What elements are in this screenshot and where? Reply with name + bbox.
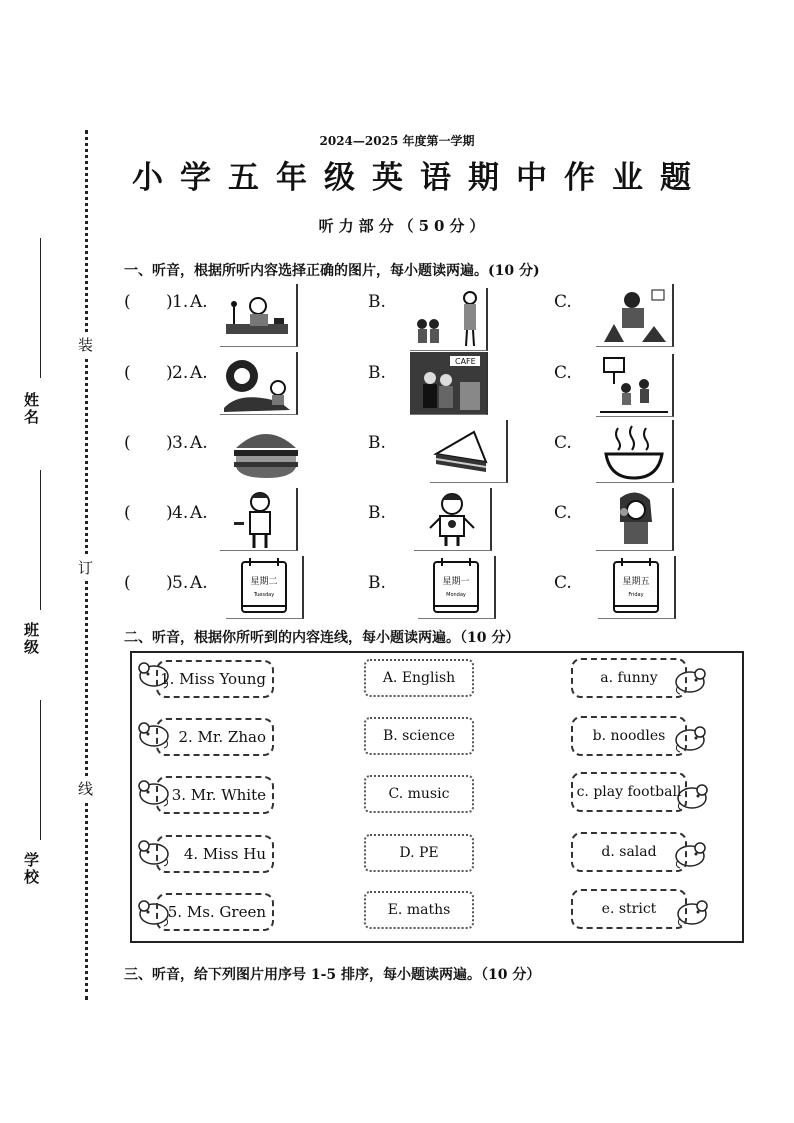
calendar-day-cn: 星期五 (622, 577, 650, 587)
option-a-label: A. (190, 503, 208, 523)
q3-c-bowl-picture[interactable] (596, 420, 674, 483)
part3-heading: 三、听音，给下列图片用序号 1-5 排序，每小题读两遍。（10 分） (124, 967, 541, 983)
q4-b-picture[interactable] (414, 488, 492, 551)
answer-paren-close: ) (166, 363, 173, 383)
match-subject-e[interactable]: E. maths (364, 891, 474, 929)
q5-c-calendar-picture[interactable] (598, 556, 676, 619)
answer-paren-open: ( (124, 503, 131, 523)
match-subject-d[interactable]: D. PE (364, 834, 474, 872)
name-write-line[interactable] (40, 238, 41, 378)
q4-c-picture[interactable] (596, 488, 674, 551)
match-subject-b[interactable]: B. science (364, 717, 474, 755)
match-desc-a[interactable]: a. funny (571, 658, 687, 698)
match-desc-b[interactable]: b. noodles (571, 716, 687, 756)
school-write-line[interactable] (40, 700, 41, 840)
calendar-day-cn: 星期二 (250, 577, 278, 587)
option-c-label: C. (554, 363, 572, 383)
option-c-label: C. (554, 573, 572, 593)
binding-char-xian: 线 (78, 776, 93, 801)
answer-blank-3[interactable] (134, 433, 164, 455)
match-desc-c[interactable]: c. play football (571, 772, 687, 812)
match-person-1[interactable]: 1. Miss Young (156, 660, 274, 698)
match-subject-a[interactable]: A. English (364, 659, 474, 697)
option-c-label: C. (554, 503, 572, 523)
q5-a-calendar-picture[interactable] (226, 556, 304, 619)
option-a-label: A. (190, 363, 208, 383)
q2-c-picture[interactable] (596, 354, 674, 417)
binding-char-ding: 订 (78, 555, 93, 580)
q2-a-picture[interactable] (220, 352, 298, 415)
option-b-label: B. (368, 503, 386, 523)
q2-b-picture[interactable] (410, 352, 488, 415)
question-number: 4. (172, 503, 189, 523)
calendar-day-en: Tuesday (253, 592, 275, 598)
page-title: 小学五年级英语期中作业题 (132, 160, 708, 196)
question-number: 5. (172, 573, 189, 593)
option-a-label: A. (190, 573, 208, 593)
calendar-day-en: Friday (628, 592, 644, 598)
option-b-label: B. (368, 573, 386, 593)
match-desc-d[interactable]: d. salad (571, 832, 687, 872)
answer-paren-open: ( (124, 363, 131, 383)
answer-paren-close: ) (166, 292, 173, 312)
binding-char-zhuang: 装 (78, 332, 93, 357)
match-subject-c[interactable]: C. music (364, 775, 474, 813)
option-b-label: B. (368, 433, 386, 453)
part1-heading: 一、听音，根据所听内容选择正确的图片，每小题读两遍。(10 分) (124, 263, 540, 279)
match-desc-e[interactable]: e. strict (571, 889, 687, 929)
match-person-3[interactable]: 3. Mr. White (156, 776, 274, 814)
question-number: 2. (172, 363, 189, 383)
match-person-2[interactable]: 2. Mr. Zhao (156, 718, 274, 756)
answer-blank-4[interactable] (134, 503, 164, 525)
answer-paren-close: ) (166, 433, 173, 453)
option-a-label: A. (190, 433, 208, 453)
year-term: 2024—2025 年度第一学期 (319, 134, 475, 148)
q1-a-picture[interactable] (220, 284, 298, 347)
answer-paren-close: ) (166, 503, 173, 523)
q1-b-picture[interactable] (410, 288, 488, 351)
school-label: 学校 (24, 851, 40, 886)
calendar-day-en: Monday (446, 592, 466, 598)
part2-heading: 二、听音，根据你所听到的内容连线，每小题读两遍。（10 分） (124, 630, 520, 646)
match-person-5[interactable]: 5. Ms. Green (156, 893, 274, 931)
option-b-label: B. (368, 292, 386, 312)
answer-paren-open: ( (124, 292, 131, 312)
question-number: 1. (172, 292, 189, 312)
answer-paren-open: ( (124, 433, 131, 453)
name-label: 姓名 (24, 391, 40, 426)
option-c-label: C. (554, 292, 572, 312)
class-label: 班级 (24, 621, 40, 656)
q3-a-hamburger-picture[interactable] (228, 420, 304, 482)
cafe-sign-text: CAFE (455, 357, 476, 366)
q5-b-calendar-picture[interactable] (418, 556, 496, 619)
q1-c-picture[interactable] (596, 284, 674, 347)
section-subtitle: 听力部分（50分） (318, 217, 490, 235)
answer-paren-open: ( (124, 573, 131, 593)
class-write-line[interactable] (40, 470, 41, 610)
calendar-day-cn: 星期一 (442, 577, 470, 587)
match-person-4[interactable]: 4. Miss Hu (156, 835, 274, 873)
option-a-label: A. (190, 292, 208, 312)
answer-paren-close: ) (166, 573, 173, 593)
answer-blank-5[interactable] (134, 573, 164, 595)
q4-a-picture[interactable] (220, 488, 298, 551)
option-b-label: B. (368, 363, 386, 383)
q3-b-cake-picture[interactable] (430, 420, 508, 483)
option-c-label: C. (554, 433, 572, 453)
answer-blank-2[interactable] (134, 363, 164, 385)
question-number: 3. (172, 433, 189, 453)
answer-blank-1[interactable] (134, 292, 164, 314)
